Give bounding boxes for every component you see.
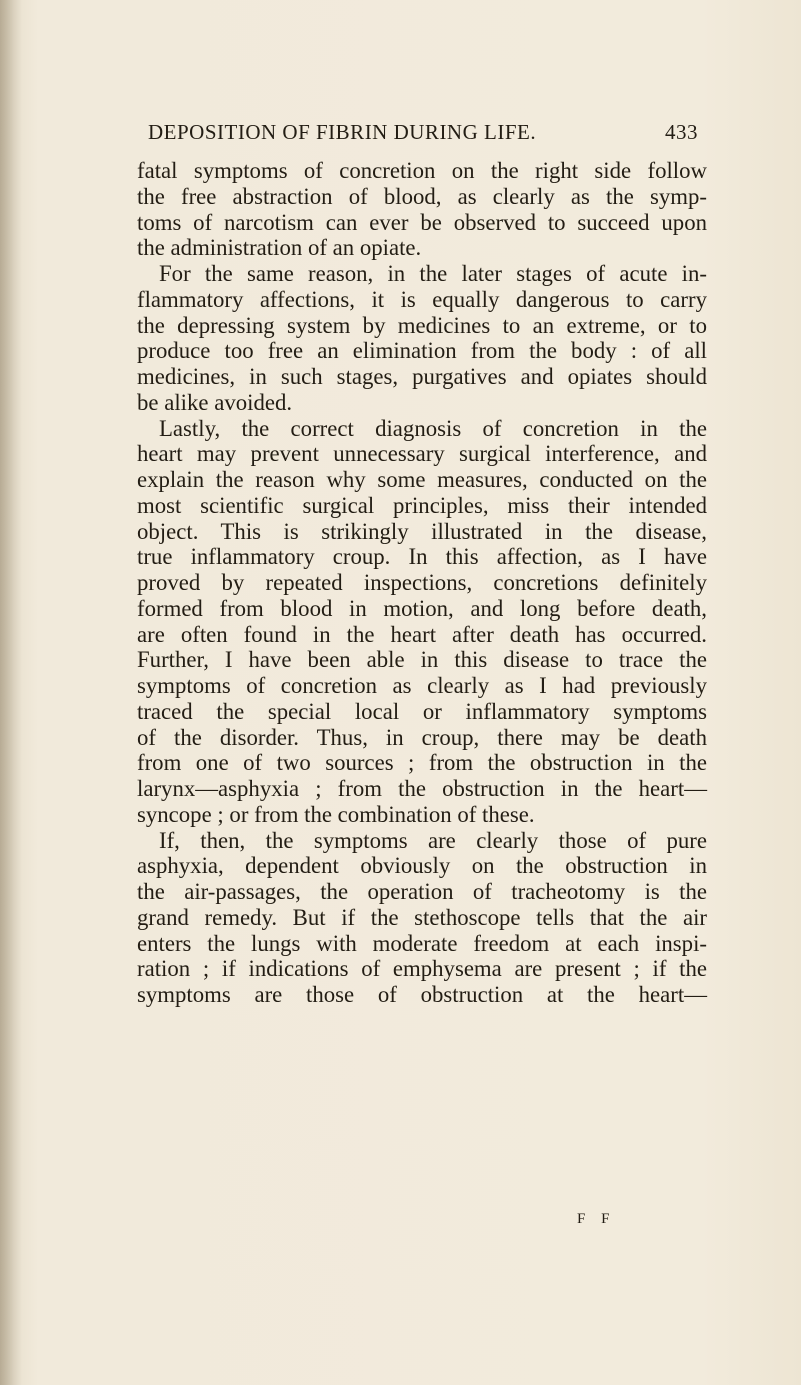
text-line: enters the lungs with moderate freedom at each inspi- xyxy=(137,930,707,956)
text-line: grand remedy. But if the stethoscope tells that the air xyxy=(137,904,707,930)
text-line: toms of narcotism can ever be observed to succeed upon xyxy=(137,209,707,235)
text-line: of the disorder. Thus, in croup, there may be death xyxy=(137,724,707,750)
text-line: produce too free an elimination from the body : of all xyxy=(137,338,707,364)
text-line: most scientific surgical principles, miss their intended xyxy=(137,492,707,518)
signature-mark: F F xyxy=(577,1211,616,1227)
text-line: asphyxia, dependent obviously on the obstruction in xyxy=(137,853,707,879)
page-number: 433 xyxy=(665,120,698,144)
text-line: the air-passages, the operation of tracheotomy is the xyxy=(137,879,707,904)
text-line: from one of two sources ; from the obstruction in the xyxy=(137,750,707,776)
text-line: the administration of an opiate. xyxy=(137,235,422,261)
text-line: be alike avoided. xyxy=(137,389,293,415)
body-text xyxy=(137,158,707,1008)
text-line: true inflammatory croup. In this affection, as I have xyxy=(137,544,707,570)
text-line: syncope ; or from the combination of these. xyxy=(137,801,535,827)
text-line: proved by repeated inspections, concretions definitely xyxy=(137,570,707,595)
text-line: larynx—asphyxia ; from the obstruction in the heart— xyxy=(137,776,707,801)
running-head xyxy=(148,120,698,150)
text-line: are often found in the heart after death has occurred. xyxy=(137,621,707,647)
text-line: object. This is strikingly illustrated in the disease, xyxy=(137,518,707,544)
text-line: the depressing system by medicines to an extreme, or to xyxy=(137,312,707,338)
text-line: If, then, the symptoms are clearly those of pure xyxy=(159,827,707,853)
running-title: DEPOSITION OF FIBRIN DURING LIFE. xyxy=(148,120,537,144)
text-line: fatal symptoms of concretion on the right side follow xyxy=(137,158,707,183)
text-line: traced the special local or inflammatory symptoms xyxy=(137,698,707,724)
text-line: For the same reason, in the later stages of acute in- xyxy=(159,261,707,286)
text-line: Lastly, the correct diagnosis of concretion in the xyxy=(159,415,707,441)
text-line: formed from blood in motion, and long before death, xyxy=(137,595,707,621)
text-line: flammatory affections, it is equally dangerous to carry xyxy=(137,286,707,312)
text-line: medicines, in such stages, purgatives and opiates should xyxy=(137,364,707,389)
text-line: symptoms of concretion as clearly as I had previously xyxy=(137,673,707,698)
text-line: explain the reason why some measures, conducted on the xyxy=(137,467,707,492)
text-line: heart may prevent unnecessary surgical interference, and xyxy=(137,441,707,467)
text-line: symptoms are those of obstruction at the heart— xyxy=(137,982,707,1007)
spine-shadow xyxy=(0,0,22,1385)
text-line: ration ; if indications of emphysema are present ; if the xyxy=(137,956,707,982)
text-line: the free abstraction of blood, as clearly as the symp- xyxy=(137,183,707,209)
text-line: Further, I have been able in this disease to trace the xyxy=(137,647,707,673)
